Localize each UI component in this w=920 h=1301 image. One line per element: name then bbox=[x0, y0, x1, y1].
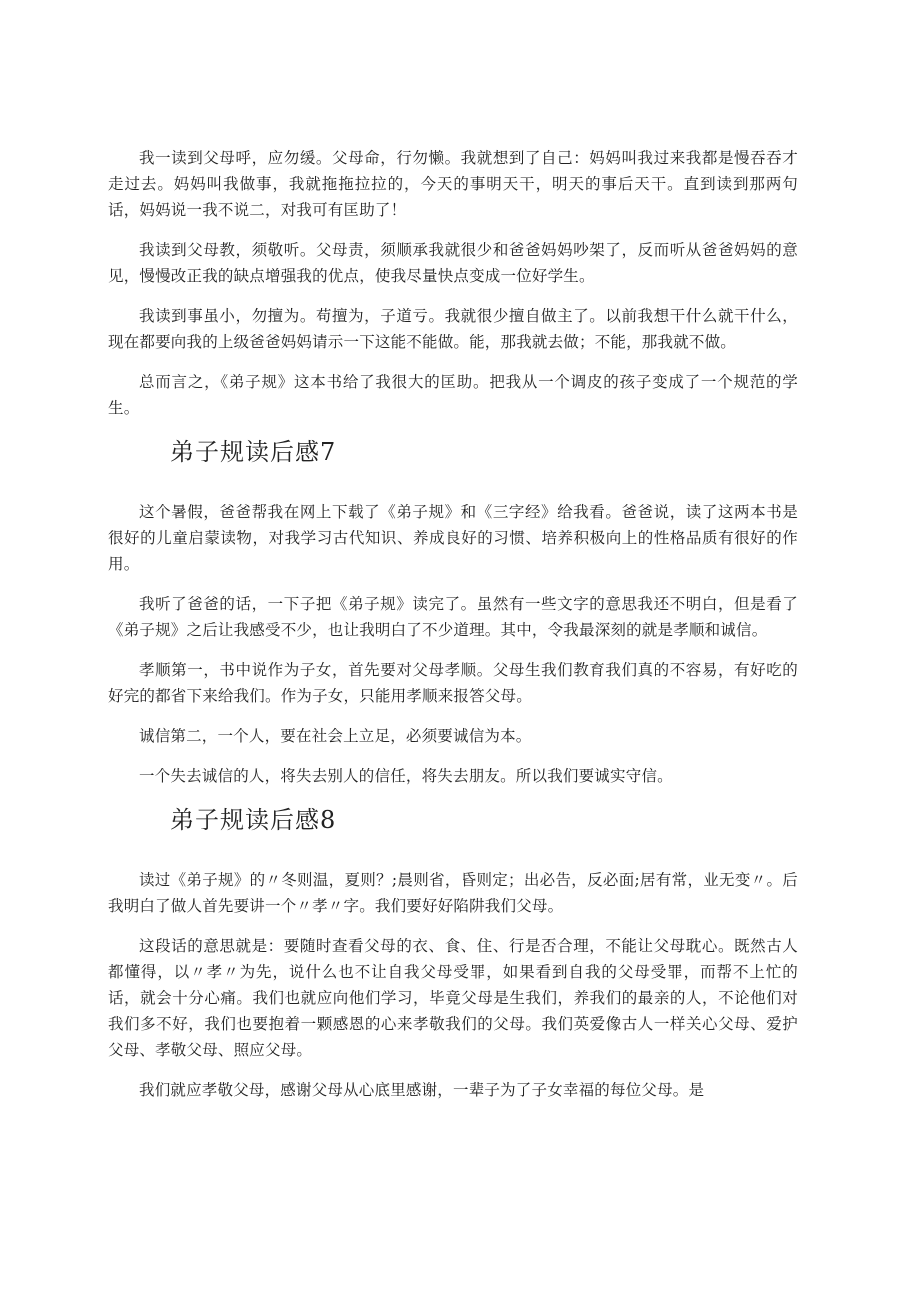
paragraph: 一个失去诚信的人，将失去别人的信任，将失去朋友。所以我们要诚实守信。 bbox=[139, 767, 673, 785]
paragraph: 诚信第二，一个人，要在社会上立足，必须要诚信为本。 bbox=[139, 727, 532, 745]
paragraph: 我们就应孝敬父母，感谢父母从心底里感谢，一辈子为了子女幸福的每位父母。是 bbox=[139, 1081, 705, 1099]
paragraph: 这个暑假，爸爸帮我在网上下载了《弟子规》和《三字经》给我看。爸爸说，读了这两本书是很好的儿童启蒙读物，对我学习古代知识、养成良好的习惯、培养积极向上的性格品质有很好的作用。 bbox=[108, 503, 798, 573]
section-heading-7: 弟子规读后感7 bbox=[170, 438, 337, 466]
paragraph: 孝顺第一，书中说作为子女，首先要对父母孝顺。父母生我们教育我们真的不容易，有好吃的好完的都省下来给我们。作为子女，只能用孝顺来报答父母。 bbox=[108, 661, 798, 705]
paragraph: 我读到父母教，须敬听。父母责，须顺承我就很少和爸爸妈妈吵架了，反而听从爸爸妈妈的意见，慢慢改正我的缺点增强我的优点，使我尽量快点变成一位好学生。 bbox=[108, 241, 798, 285]
paragraph: 这段话的意思就是：要随时查看父母的衣、食、住、行是否合理，不能让父母耽心。既然古人都懂得，以〃孝〃为先，说什么也不让自我父母受罪，如果看到自我的父母受罪，而帮不上忙的话，就会十分心痛。我们也就应向他们学习，毕竟父母是生我们，养我们的最亲的人，不论他们对我们多不好，我们也要抱着一颗感恩的心来孝敬我们的父母。我们英爱像古人一样关心父母、爱护父母、孝敬父母、照应父母。 bbox=[108, 937, 798, 1059]
paragraph: 我听了爸爸的话，一下子把《弟子规》读完了。虽然有一些文字的意思我还不明白，但是看了《弟子规》之后让我感受不少，也让我明白了不少道理。其中，令我最深刻的就是孝顺和诚信。 bbox=[108, 595, 798, 639]
paragraph: 我读到事虽小，勿擅为。苟擅为，子道亏。我就很少擅自做主了。以前我想干什么就干什么，现在都要向我的上级爸爸妈妈请示一下这能不能做。能，那我就去做；不能，那我就不做。 bbox=[108, 307, 798, 351]
paragraph: 我一读到父母呼，应勿缓。父母命，行勿懒。我就想到了自己：妈妈叫我过来我都是慢吞吞才走过去。妈妈叫我做事，我就拖拖拉拉的，今天的事明天干，明天的事后天干。直到读到那两句话，妈妈说一我不说二，对我可有匡助了！ bbox=[108, 149, 798, 219]
paragraph: 总而言之，《弟子规》这本书给了我很大的匡助。把我从一个调皮的孩子变成了一个规范的学生。 bbox=[108, 373, 798, 417]
document-body bbox=[108, 145, 798, 1117]
paragraph: 读过《弟子规》的〃冬则温，夏则？;晨则省，昏则定；出必告，反必面;居有常，业无变〃。后我明白了做人首先要讲一个〃孝〃字。我们要好好陷阱我们父母。 bbox=[108, 871, 798, 915]
section-heading-8: 弟子规读后感8 bbox=[170, 806, 337, 834]
